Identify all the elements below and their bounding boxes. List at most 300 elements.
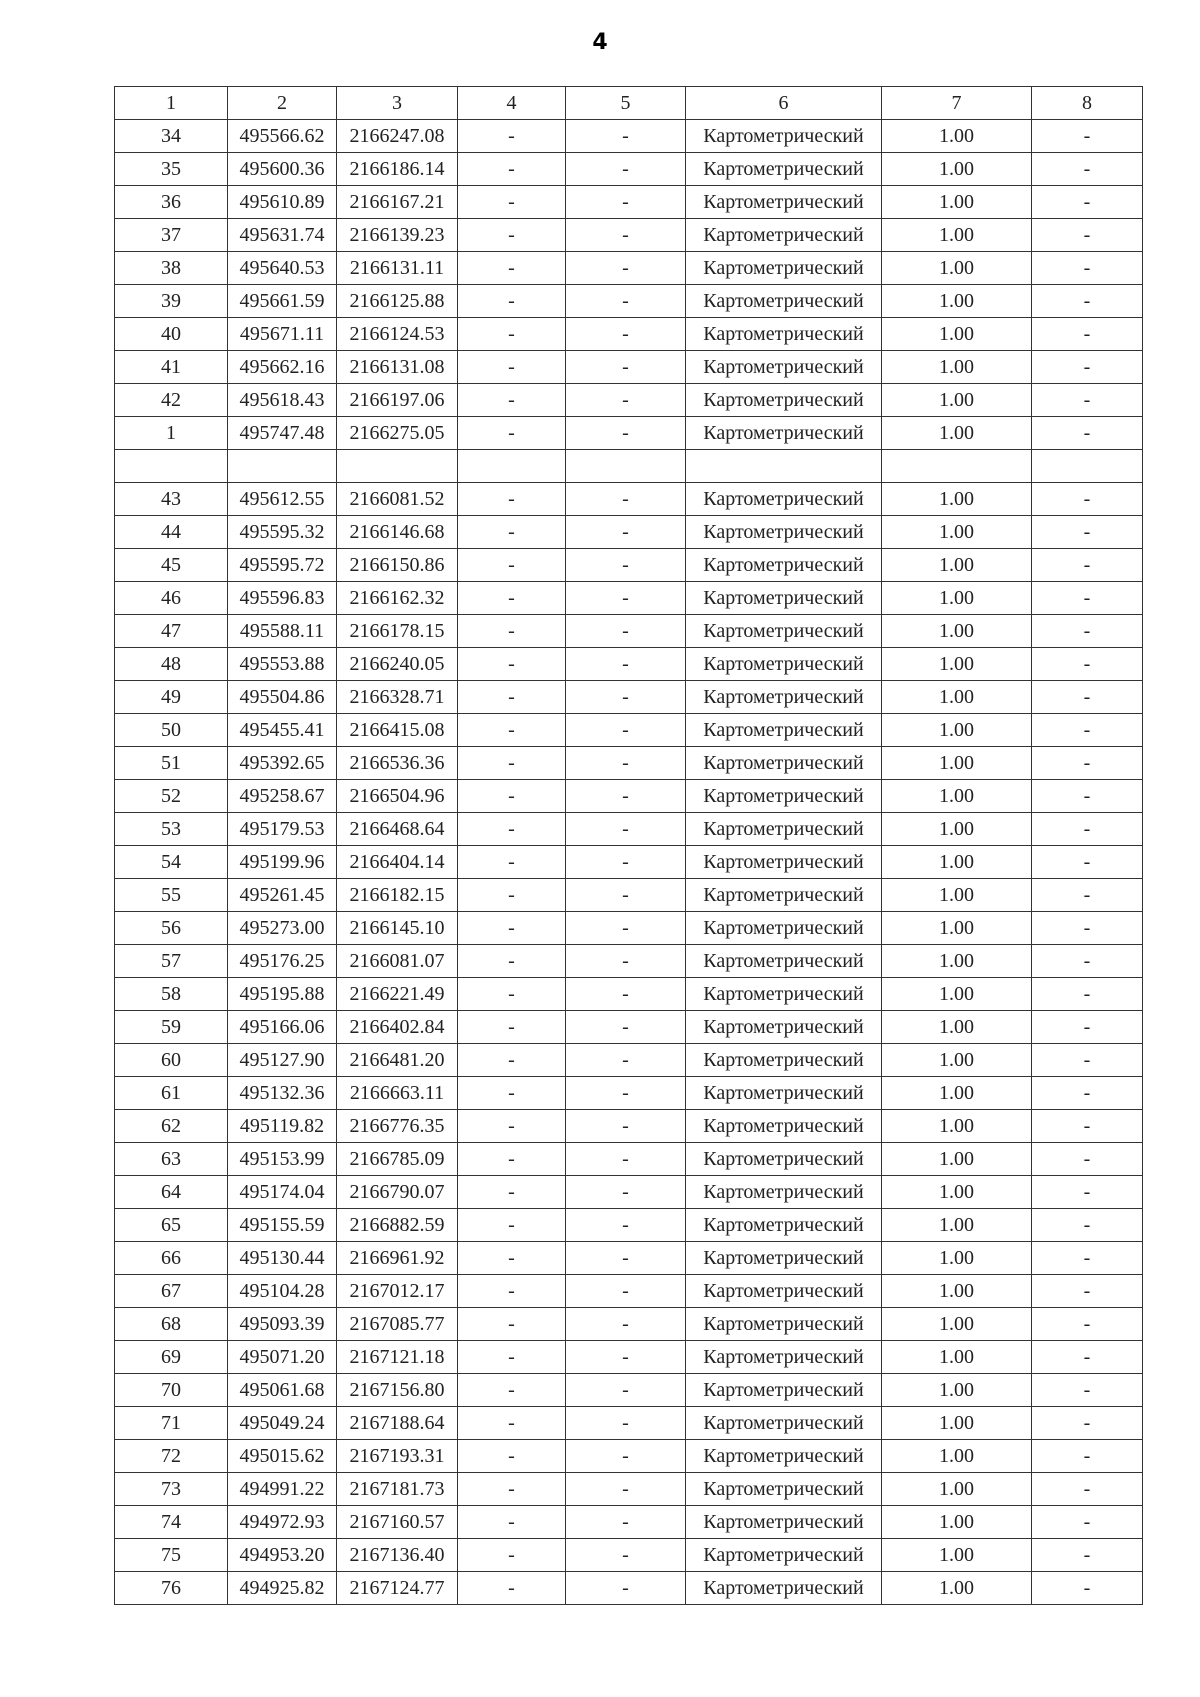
table-cell: 59 [115,1011,228,1044]
table-cell: Картометрический [686,1308,882,1341]
table-cell [228,450,337,483]
table-cell: - [566,1506,686,1539]
table-cell: 2166197.06 [337,384,458,417]
table-cell: 60 [115,1044,228,1077]
table-cell: 1.00 [882,1077,1032,1110]
table-cell: 2166882.59 [337,1209,458,1242]
table-cell: Картометрический [686,747,882,780]
table-cell: - [458,1275,566,1308]
table-cell: Картометрический [686,1143,882,1176]
table-cell: - [566,1077,686,1110]
table-cell: - [1032,681,1143,714]
table-cell: 69 [115,1341,228,1374]
table-row [115,1110,1143,1143]
table-cell: 55 [115,879,228,912]
table-cell: 2167193.31 [337,1440,458,1473]
table-cell: 35 [115,153,228,186]
table-cell: - [1032,351,1143,384]
table-cell: 1.00 [882,1044,1032,1077]
table-cell: 495195.88 [228,978,337,1011]
table-row [115,1539,1143,1572]
table-cell: 2166961.92 [337,1242,458,1275]
column-header-6: 6 [686,87,882,120]
table-cell: 495747.48 [228,417,337,450]
table-cell: 40 [115,318,228,351]
table-cell: - [566,1209,686,1242]
table-cell: - [458,1407,566,1440]
table-cell: 1.00 [882,813,1032,846]
table-cell: 1.00 [882,219,1032,252]
table-cell: 495176.25 [228,945,337,978]
table-cell: 495610.89 [228,186,337,219]
table-cell: - [1032,417,1143,450]
table-cell: 495261.45 [228,879,337,912]
table-cell: 1.00 [882,153,1032,186]
table-cell: - [566,1044,686,1077]
table-cell: 75 [115,1539,228,1572]
table-cell: Картометрический [686,417,882,450]
table-cell: - [458,285,566,318]
table-cell: 495166.06 [228,1011,337,1044]
table-cell: 2166139.23 [337,219,458,252]
table-cell: 1.00 [882,252,1032,285]
table-cell: - [458,483,566,516]
table-cell: - [1032,1143,1143,1176]
table-cell: - [1032,219,1143,252]
table-row [115,1209,1143,1242]
table-cell: - [566,516,686,549]
table-cell: 37 [115,219,228,252]
table-cell: Картометрический [686,186,882,219]
table-cell [337,450,458,483]
table-cell [1032,450,1143,483]
table-cell: - [566,1374,686,1407]
table-cell: - [1032,1209,1143,1242]
table-row [115,615,1143,648]
table-cell: 495392.65 [228,747,337,780]
table-cell: 1.00 [882,1242,1032,1275]
table-cell: 1.00 [882,714,1032,747]
table-cell: 494953.20 [228,1539,337,1572]
table-cell: 53 [115,813,228,846]
table-row [115,285,1143,318]
table-cell: - [566,780,686,813]
table-cell: 73 [115,1473,228,1506]
table-row [115,1308,1143,1341]
table-cell: - [1032,1572,1143,1605]
table-cell: - [458,219,566,252]
table-cell: - [458,384,566,417]
table-cell: Картометрический [686,1110,882,1143]
table-cell: 65 [115,1209,228,1242]
table-cell: - [1032,1440,1143,1473]
table-cell: 2166776.35 [337,1110,458,1143]
table-header [115,87,1143,120]
table-cell: 495104.28 [228,1275,337,1308]
table-cell: - [458,252,566,285]
table-cell: 2167124.77 [337,1572,458,1605]
table-cell: 2166125.88 [337,285,458,318]
table-body [115,120,1143,1605]
table-cell: - [458,978,566,1011]
table-cell: 2166790.07 [337,1176,458,1209]
table-cell: - [458,912,566,945]
table-cell: - [566,945,686,978]
table-cell: 495618.43 [228,384,337,417]
table-cell: 1.00 [882,879,1032,912]
table-cell: - [1032,582,1143,615]
table-cell: 1.00 [882,1407,1032,1440]
table-cell: 1.00 [882,780,1032,813]
table-cell: - [566,153,686,186]
table-cell: 495600.36 [228,153,337,186]
table-cell: - [458,153,566,186]
table-cell: 2166481.20 [337,1044,458,1077]
table-cell: 2166145.10 [337,912,458,945]
table-cell: Картометрический [686,1539,882,1572]
table-cell: - [458,1011,566,1044]
table-cell: - [458,1572,566,1605]
table-cell: - [458,615,566,648]
table-cell: 2167188.64 [337,1407,458,1440]
table-cell: 34 [115,120,228,153]
table-cell: 2167156.80 [337,1374,458,1407]
table-cell: 2166131.08 [337,351,458,384]
table-cell: 495273.00 [228,912,337,945]
table-cell: - [1032,978,1143,1011]
table-row [115,1572,1143,1605]
table-cell: - [1032,1176,1143,1209]
column-header-8: 8 [1032,87,1143,120]
table-cell: 494972.93 [228,1506,337,1539]
table-cell: 2166131.11 [337,252,458,285]
table-cell: - [1032,1077,1143,1110]
table-cell: 495612.55 [228,483,337,516]
table-cell: - [566,1110,686,1143]
table-cell: - [566,384,686,417]
table-row [115,1407,1143,1440]
table-cell: 49 [115,681,228,714]
table-cell: 495596.83 [228,582,337,615]
table-cell: 71 [115,1407,228,1440]
table-cell: - [458,516,566,549]
table-cell: Картометрический [686,384,882,417]
column-header-4: 4 [458,87,566,120]
table-cell: 495130.44 [228,1242,337,1275]
table-cell: Картометрический [686,978,882,1011]
table-cell: 494991.22 [228,1473,337,1506]
table-cell: - [1032,153,1143,186]
table-row [115,120,1143,153]
table-row [115,483,1143,516]
table-row [115,1275,1143,1308]
table-cell: - [458,120,566,153]
table-cell: 2166247.08 [337,120,458,153]
table-cell: 38 [115,252,228,285]
table-cell: - [458,714,566,747]
table-cell: Картометрический [686,945,882,978]
table-cell [882,450,1032,483]
table-cell: - [566,417,686,450]
table-cell: 1.00 [882,615,1032,648]
table-cell: Картометрический [686,1473,882,1506]
table-cell: - [1032,945,1143,978]
table-cell: - [1032,615,1143,648]
table-cell: 494925.82 [228,1572,337,1605]
table-cell: - [566,714,686,747]
table-cell: Картометрический [686,879,882,912]
table-cell: - [458,318,566,351]
table-cell: - [1032,648,1143,681]
table-cell: 1.00 [882,1440,1032,1473]
table-cell: 495662.16 [228,351,337,384]
table-cell: 495588.11 [228,615,337,648]
table-cell: 1.00 [882,1011,1032,1044]
table-cell: 2167121.18 [337,1341,458,1374]
table-cell: - [1032,120,1143,153]
table-cell: Картометрический [686,912,882,945]
table-row [115,549,1143,582]
table-cell: 495640.53 [228,252,337,285]
table-cell: 1.00 [882,1308,1032,1341]
table-cell: - [566,219,686,252]
table-cell: - [1032,1275,1143,1308]
table-cell: 2166468.64 [337,813,458,846]
table-cell: - [1032,1473,1143,1506]
table-row [115,747,1143,780]
table-row [115,351,1143,384]
table-cell [566,450,686,483]
table-cell: - [458,351,566,384]
table-cell: 1.00 [882,186,1032,219]
table-cell: - [566,483,686,516]
page-number: 4 [592,30,608,55]
table-cell: 495127.90 [228,1044,337,1077]
table-cell: - [458,186,566,219]
table-cell [686,450,882,483]
table-cell: - [566,582,686,615]
table-cell: - [566,813,686,846]
table-row [115,681,1143,714]
table-cell: 2166162.32 [337,582,458,615]
table-cell: 495661.59 [228,285,337,318]
table-cell: - [566,549,686,582]
table-cell: 495504.86 [228,681,337,714]
table-cell: 495119.82 [228,1110,337,1143]
table-cell: - [566,1011,686,1044]
table-cell: 495132.36 [228,1077,337,1110]
table-row [115,1506,1143,1539]
table-cell: 1.00 [882,945,1032,978]
table-cell: 64 [115,1176,228,1209]
table-row [115,978,1143,1011]
table-row [115,1341,1143,1374]
table-cell: 54 [115,846,228,879]
table-cell: - [566,912,686,945]
table-cell: 76 [115,1572,228,1605]
table-cell: Картометрический [686,1275,882,1308]
table-cell: - [1032,1407,1143,1440]
table-cell: - [566,978,686,1011]
table-cell: 2166124.53 [337,318,458,351]
table-cell: 42 [115,384,228,417]
table-cell: 1.00 [882,846,1032,879]
table-cell: - [566,1539,686,1572]
table-cell: Картометрический [686,846,882,879]
column-header-3: 3 [337,87,458,120]
table-cell: - [458,780,566,813]
table-cell: 43 [115,483,228,516]
table-cell: 2166186.14 [337,153,458,186]
table-cell: Картометрический [686,1374,882,1407]
table-cell: - [458,1374,566,1407]
table-cell: - [458,417,566,450]
table-cell: - [566,1473,686,1506]
table-cell: 495566.62 [228,120,337,153]
table-cell: 495155.59 [228,1209,337,1242]
table-cell: Картометрический [686,1176,882,1209]
table-cell: 1.00 [882,1473,1032,1506]
table-cell: - [566,1275,686,1308]
table-cell: - [1032,186,1143,219]
table-cell: 74 [115,1506,228,1539]
table-cell: 2167181.73 [337,1473,458,1506]
table-cell: Картометрический [686,318,882,351]
table-cell: - [1032,384,1143,417]
table-row [115,450,1143,483]
table-cell: - [1032,780,1143,813]
table-row [115,417,1143,450]
table-cell: - [458,681,566,714]
table-cell: - [1032,1044,1143,1077]
table-cell: 1.00 [882,516,1032,549]
table-cell: 1.00 [882,582,1032,615]
table-cell: 1.00 [882,1341,1032,1374]
table-cell: - [566,846,686,879]
table-cell: 2166402.84 [337,1011,458,1044]
table-cell: - [1032,1308,1143,1341]
table-cell: - [458,1341,566,1374]
table-cell: - [1032,318,1143,351]
table-cell: 495553.88 [228,648,337,681]
table-cell: - [566,318,686,351]
table-row [115,252,1143,285]
table-cell: Картометрический [686,516,882,549]
table-cell: 1.00 [882,549,1032,582]
table-cell: 2167012.17 [337,1275,458,1308]
table-cell: Картометрический [686,549,882,582]
table-row [115,384,1143,417]
table-row [115,153,1143,186]
table-cell: - [566,252,686,285]
table-row [115,1077,1143,1110]
table-cell: 1.00 [882,1572,1032,1605]
table-cell: - [1032,516,1143,549]
column-header-2: 2 [228,87,337,120]
table-cell: Картометрический [686,153,882,186]
table-cell: - [458,1440,566,1473]
table-cell: Картометрический [686,483,882,516]
table-cell: - [458,879,566,912]
table-cell: - [1032,1011,1143,1044]
table-cell: 2166178.15 [337,615,458,648]
table-cell: Картометрический [686,1341,882,1374]
table-row [115,648,1143,681]
table-cell: Картометрический [686,1440,882,1473]
table-cell: - [458,1176,566,1209]
table-cell: 1.00 [882,384,1032,417]
table-cell: 1.00 [882,1209,1032,1242]
table-cell: 495061.68 [228,1374,337,1407]
table-row [115,846,1143,879]
table-cell: 56 [115,912,228,945]
table-cell: Картометрический [686,1506,882,1539]
table-cell: 495071.20 [228,1341,337,1374]
table-cell: Картометрический [686,351,882,384]
table-cell: - [458,1044,566,1077]
table-cell: - [566,747,686,780]
table-cell: 495153.99 [228,1143,337,1176]
table-cell: 1.00 [882,1539,1032,1572]
table-row [115,945,1143,978]
table-cell: 2167160.57 [337,1506,458,1539]
table-cell: Картометрический [686,120,882,153]
table-cell: Картометрический [686,582,882,615]
column-header-7: 7 [882,87,1032,120]
table-cell: 2166415.08 [337,714,458,747]
table-cell: 45 [115,549,228,582]
table-cell: - [1032,714,1143,747]
table-cell: 48 [115,648,228,681]
table-row [115,714,1143,747]
table-cell: 1.00 [882,483,1032,516]
table-cell: 1.00 [882,351,1032,384]
table-row [115,879,1143,912]
table-cell: Картометрический [686,1572,882,1605]
table-cell [115,450,228,483]
table-cell: - [1032,1341,1143,1374]
table-row [115,318,1143,351]
table-cell: - [566,648,686,681]
table-cell: Картометрический [686,780,882,813]
table-cell: 61 [115,1077,228,1110]
table-cell: Картометрический [686,648,882,681]
table-cell: 1.00 [882,120,1032,153]
table-cell: 2166536.36 [337,747,458,780]
table-cell: 1.00 [882,648,1032,681]
table-cell: 495174.04 [228,1176,337,1209]
table-cell: - [1032,549,1143,582]
table-cell: 2166150.86 [337,549,458,582]
table-cell: 495455.41 [228,714,337,747]
table-cell: Картометрический [686,1077,882,1110]
table-cell: - [1032,285,1143,318]
table-cell: - [458,1473,566,1506]
table-cell: 1.00 [882,1506,1032,1539]
table-row [115,813,1143,846]
table-cell: - [566,186,686,219]
table-cell: 41 [115,351,228,384]
table-cell: - [566,1440,686,1473]
table-row [115,1143,1143,1176]
column-header-5: 5 [566,87,686,120]
table-cell: - [458,1539,566,1572]
table-cell: 2166146.68 [337,516,458,549]
table-cell: 495631.74 [228,219,337,252]
table-cell: - [566,120,686,153]
table-cell: 1 [115,417,228,450]
table-cell: - [458,1308,566,1341]
